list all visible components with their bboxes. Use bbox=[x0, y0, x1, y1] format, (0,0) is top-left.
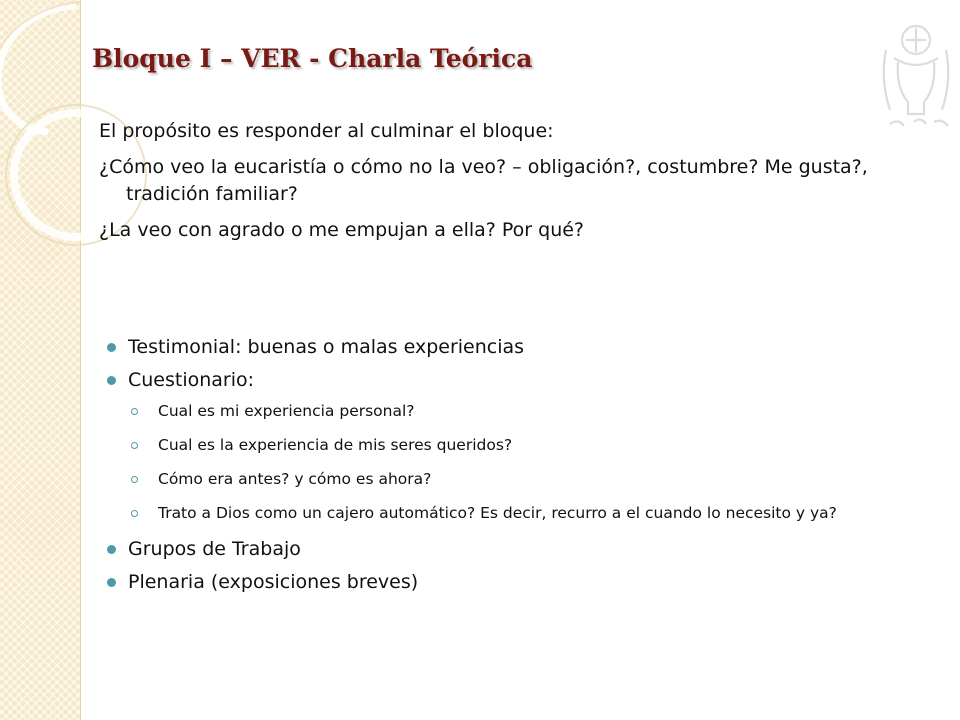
ring-bullet-icon bbox=[131, 476, 138, 483]
bullet-text: Cuestionario: bbox=[128, 369, 255, 391]
intro-text-block bbox=[99, 118, 899, 253]
bullet-dot-icon bbox=[107, 545, 116, 554]
slide-title: Bloque I – VER - Charla Teórica bbox=[92, 44, 533, 73]
bullet-item bbox=[107, 334, 897, 361]
sub-bullet-text: Cual es la experiencia de mis seres queridos? bbox=[158, 436, 513, 454]
sub-bullet-item bbox=[128, 434, 897, 457]
sub-bullet-text: Cual es mi experiencia personal? bbox=[158, 402, 415, 420]
sub-bullet-item bbox=[128, 400, 897, 423]
bullet-list bbox=[107, 334, 897, 602]
bullet-text: Grupos de Trabajo bbox=[128, 538, 301, 560]
sub-bullet-text: Trato a Dios como un cajero automático? Es decir, recurro a el cuando lo necesito y ya? bbox=[158, 504, 837, 522]
sub-bullet-item bbox=[128, 502, 897, 525]
bullet-dot-icon bbox=[107, 578, 116, 587]
sub-bullet-text: Cómo era antes? y cómo es ahora? bbox=[158, 470, 432, 488]
bullet-item bbox=[107, 367, 897, 525]
bullet-text: Plenaria (exposiciones breves) bbox=[128, 571, 419, 593]
ring-bullet-icon bbox=[131, 442, 138, 449]
intro-paragraph: ¿Cómo veo la eucaristía o cómo no la veo? – obligación?, costumbre? Me gusta?, tradición familiar? bbox=[99, 156, 868, 205]
sub-bullet-list bbox=[128, 400, 897, 525]
bullet-dot-icon bbox=[107, 343, 116, 352]
intro-paragraph: ¿La veo con agrado o me empujan a ella? Por qué? bbox=[99, 219, 585, 241]
intro-paragraph: El propósito es responder al culminar el bloque: bbox=[99, 120, 554, 142]
ring-bullet-icon bbox=[131, 510, 138, 517]
bullet-item bbox=[107, 569, 897, 596]
bullet-item bbox=[107, 536, 897, 563]
bullet-dot-icon bbox=[107, 376, 116, 385]
sub-bullet-item bbox=[128, 468, 897, 491]
bullet-text: Testimonial: buenas o malas experiencias bbox=[128, 336, 525, 358]
ring-bullet-icon bbox=[131, 408, 138, 415]
